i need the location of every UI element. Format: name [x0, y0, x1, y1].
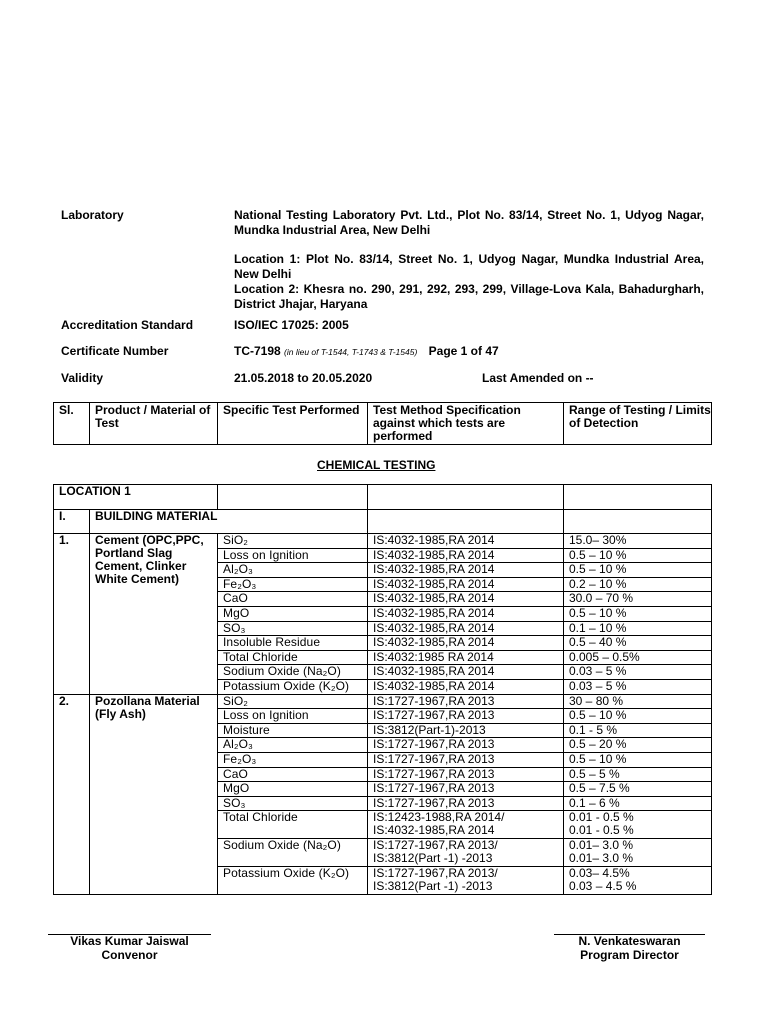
col-product: Product / Material of Test: [90, 403, 218, 445]
location2-text: Location 2: Khesra no. 290, 291, 292, 293, 299, Village-Lova Kala, Bahadurgharh, District Jhajar, Haryana: [234, 282, 704, 311]
last-amended: Last Amended on --: [482, 371, 594, 385]
empty-cell: [218, 485, 368, 510]
test-range: 0.03 – 5 %: [564, 665, 712, 680]
specific-test: MgO: [218, 606, 368, 621]
specific-test: Loss on Ignition: [218, 548, 368, 563]
certificate-note: (in lieu of T-1544, T-1743 & T-1545): [284, 347, 418, 357]
category-name: BUILDING MATERIAL: [90, 510, 368, 534]
location1-text: Location 1: Plot No. 83/14, Street No. 1, Udyog Nagar, Mundka Industrial Area, New Delhi: [234, 252, 704, 281]
test-range: 15.0– 30%: [564, 534, 712, 549]
specific-test: Total Chloride: [218, 650, 368, 665]
test-method: IS:1727-1967,RA 2013/ IS:3812(Part -1) -2013: [368, 867, 564, 895]
test-method: IS:4032-1985,RA 2014: [368, 548, 564, 563]
col-range: Range of Testing / Limits of Detection: [564, 403, 712, 445]
signature-left: [48, 934, 211, 962]
test-method: IS:3812(Part-1)-2013: [368, 723, 564, 738]
item-number: 1.: [54, 534, 90, 695]
convenor-name: Vikas Kumar Jaiswal: [70, 934, 189, 948]
empty-cell: [368, 485, 564, 510]
empty-cell: [564, 485, 712, 510]
specific-test: CaO: [218, 592, 368, 607]
test-method: IS:1727-1967,RA 2013: [368, 738, 564, 753]
test-range: 0.5 – 40 %: [564, 636, 712, 651]
location-row: [54, 485, 712, 510]
accreditation-label: Accreditation Standard: [61, 318, 194, 332]
test-range: 0.005 – 0.5%: [564, 650, 712, 665]
specific-test: Fe₂O₃: [218, 577, 368, 592]
test-method: IS:1727-1967,RA 2013: [368, 796, 564, 811]
empty-cell: [368, 510, 564, 534]
section-title: CHEMICAL TESTING: [317, 458, 436, 472]
test-method: IS:4032-1985,RA 2014: [368, 679, 564, 694]
test-method: IS:4032-1985,RA 2014: [368, 606, 564, 621]
test-range: 0.1 – 10 %: [564, 621, 712, 636]
certificate-label: Certificate Number: [61, 344, 169, 358]
test-method: IS:4032-1985,RA 2014: [368, 592, 564, 607]
test-range: 0.1 – 6 %: [564, 796, 712, 811]
chemical-testing-table: [53, 484, 712, 895]
test-range: 0.1 - 5 %: [564, 723, 712, 738]
test-method: IS:1727-1967,RA 2013: [368, 782, 564, 797]
test-range: 0.2 – 10 %: [564, 577, 712, 592]
specific-test: SiO₂: [218, 534, 368, 549]
test-range: 0.01– 3.0 % 0.01– 3.0 %: [564, 839, 712, 867]
specific-test: Sodium Oxide (Na₂O): [218, 839, 368, 867]
test-method: IS:1727-1967,RA 2013: [368, 767, 564, 782]
test-method: IS:1727-1967,RA 2013: [368, 752, 564, 767]
test-range: 30.0 – 70 %: [564, 592, 712, 607]
specific-test: Total Chloride: [218, 811, 368, 839]
empty-cell: [564, 510, 712, 534]
product-name: Cement (OPC,PPC, Portland Slag Cement, Clinker White Cement): [90, 534, 218, 695]
table-row: [54, 694, 712, 709]
test-range: 0.5 – 10 %: [564, 752, 712, 767]
convenor-title: Convenor: [101, 948, 158, 962]
test-method: IS:4032-1985,RA 2014: [368, 665, 564, 680]
director-title: Program Director: [580, 948, 679, 962]
test-method: IS:4032-1985,RA 2014: [368, 636, 564, 651]
director-name: N. Venkateswaran: [578, 934, 681, 948]
laboratory-label: Laboratory: [61, 208, 124, 222]
specific-test: Moisture: [218, 723, 368, 738]
specific-test: Insoluble Residue: [218, 636, 368, 651]
specific-test: SiO₂: [218, 694, 368, 709]
test-range: 30 – 80 %: [564, 694, 712, 709]
col-test-method: Test Method Specification against which tests are performed: [368, 403, 564, 445]
specific-test: CaO: [218, 767, 368, 782]
specific-test: MgO: [218, 782, 368, 797]
specific-test: SO₃: [218, 796, 368, 811]
header-block: [61, 208, 704, 393]
test-range: 0.5 – 7.5 %: [564, 782, 712, 797]
category-row: [54, 510, 712, 534]
specific-test: Fe₂O₃: [218, 752, 368, 767]
category-number: I.: [54, 510, 90, 534]
certificate-value: TC-7198: [234, 344, 281, 358]
col-sl: Sl.: [54, 403, 90, 445]
table-row: [54, 534, 712, 549]
specific-test: SO₃: [218, 621, 368, 636]
test-range: 0.03– 4.5% 0.03 – 4.5 %: [564, 867, 712, 895]
accreditation-value: ISO/IEC 17025: 2005: [234, 318, 349, 332]
validity-value: 21.05.2018 to 20.05.2020: [234, 371, 373, 385]
specific-test: Loss on Ignition: [218, 709, 368, 724]
page-number: Page 1 of 47: [428, 344, 499, 358]
test-method: IS:4032-1985,RA 2014: [368, 577, 564, 592]
specific-test: Al₂O₃: [218, 738, 368, 753]
test-method: IS:4032-1985,RA 2014: [368, 534, 564, 549]
specific-test: Al₂O₃: [218, 563, 368, 578]
test-range: 0.5 – 10 %: [564, 563, 712, 578]
test-method: IS:1727-1967,RA 2013/ IS:3812(Part -1) -2013: [368, 839, 564, 867]
location-label: LOCATION 1: [54, 485, 218, 510]
validity-label: Validity: [61, 371, 104, 385]
signature-right: [554, 934, 705, 962]
test-range: 0.5 – 10 %: [564, 606, 712, 621]
test-method: IS:4032-1985,RA 2014: [368, 621, 564, 636]
test-method: IS:12423-1988,RA 2014/ IS:4032-1985,RA 2014: [368, 811, 564, 839]
test-range: 0.03 – 5 %: [564, 679, 712, 694]
laboratory-value: National Testing Laboratory Pvt. Ltd., Plot No. 83/14, Street No. 1, Udyog Nagar, Mundka Industrial Area, New Delhi: [234, 208, 704, 237]
specific-test: Potassium Oxide (K₂O): [218, 867, 368, 895]
column-header-table: [53, 402, 712, 445]
test-method: IS:4032-1985,RA 2014: [368, 563, 564, 578]
test-range: 0.5 – 10 %: [564, 709, 712, 724]
test-range: 0.5 – 20 %: [564, 738, 712, 753]
test-range: 0.5 – 10 %: [564, 548, 712, 563]
col-specific-test: Specific Test Performed: [218, 403, 368, 445]
item-number: 2.: [54, 694, 90, 895]
specific-test: Sodium Oxide (Na₂O): [218, 665, 368, 680]
product-name: Pozollana Material (Fly Ash): [90, 694, 218, 895]
test-method: IS:1727-1967,RA 2013: [368, 709, 564, 724]
test-range: 0.01 - 0.5 % 0.01 - 0.5 %: [564, 811, 712, 839]
specific-test: Potassium Oxide (K₂O): [218, 679, 368, 694]
test-method: IS:4032:1985 RA 2014: [368, 650, 564, 665]
test-range: 0.5 – 5 %: [564, 767, 712, 782]
test-method: IS:1727-1967,RA 2013: [368, 694, 564, 709]
